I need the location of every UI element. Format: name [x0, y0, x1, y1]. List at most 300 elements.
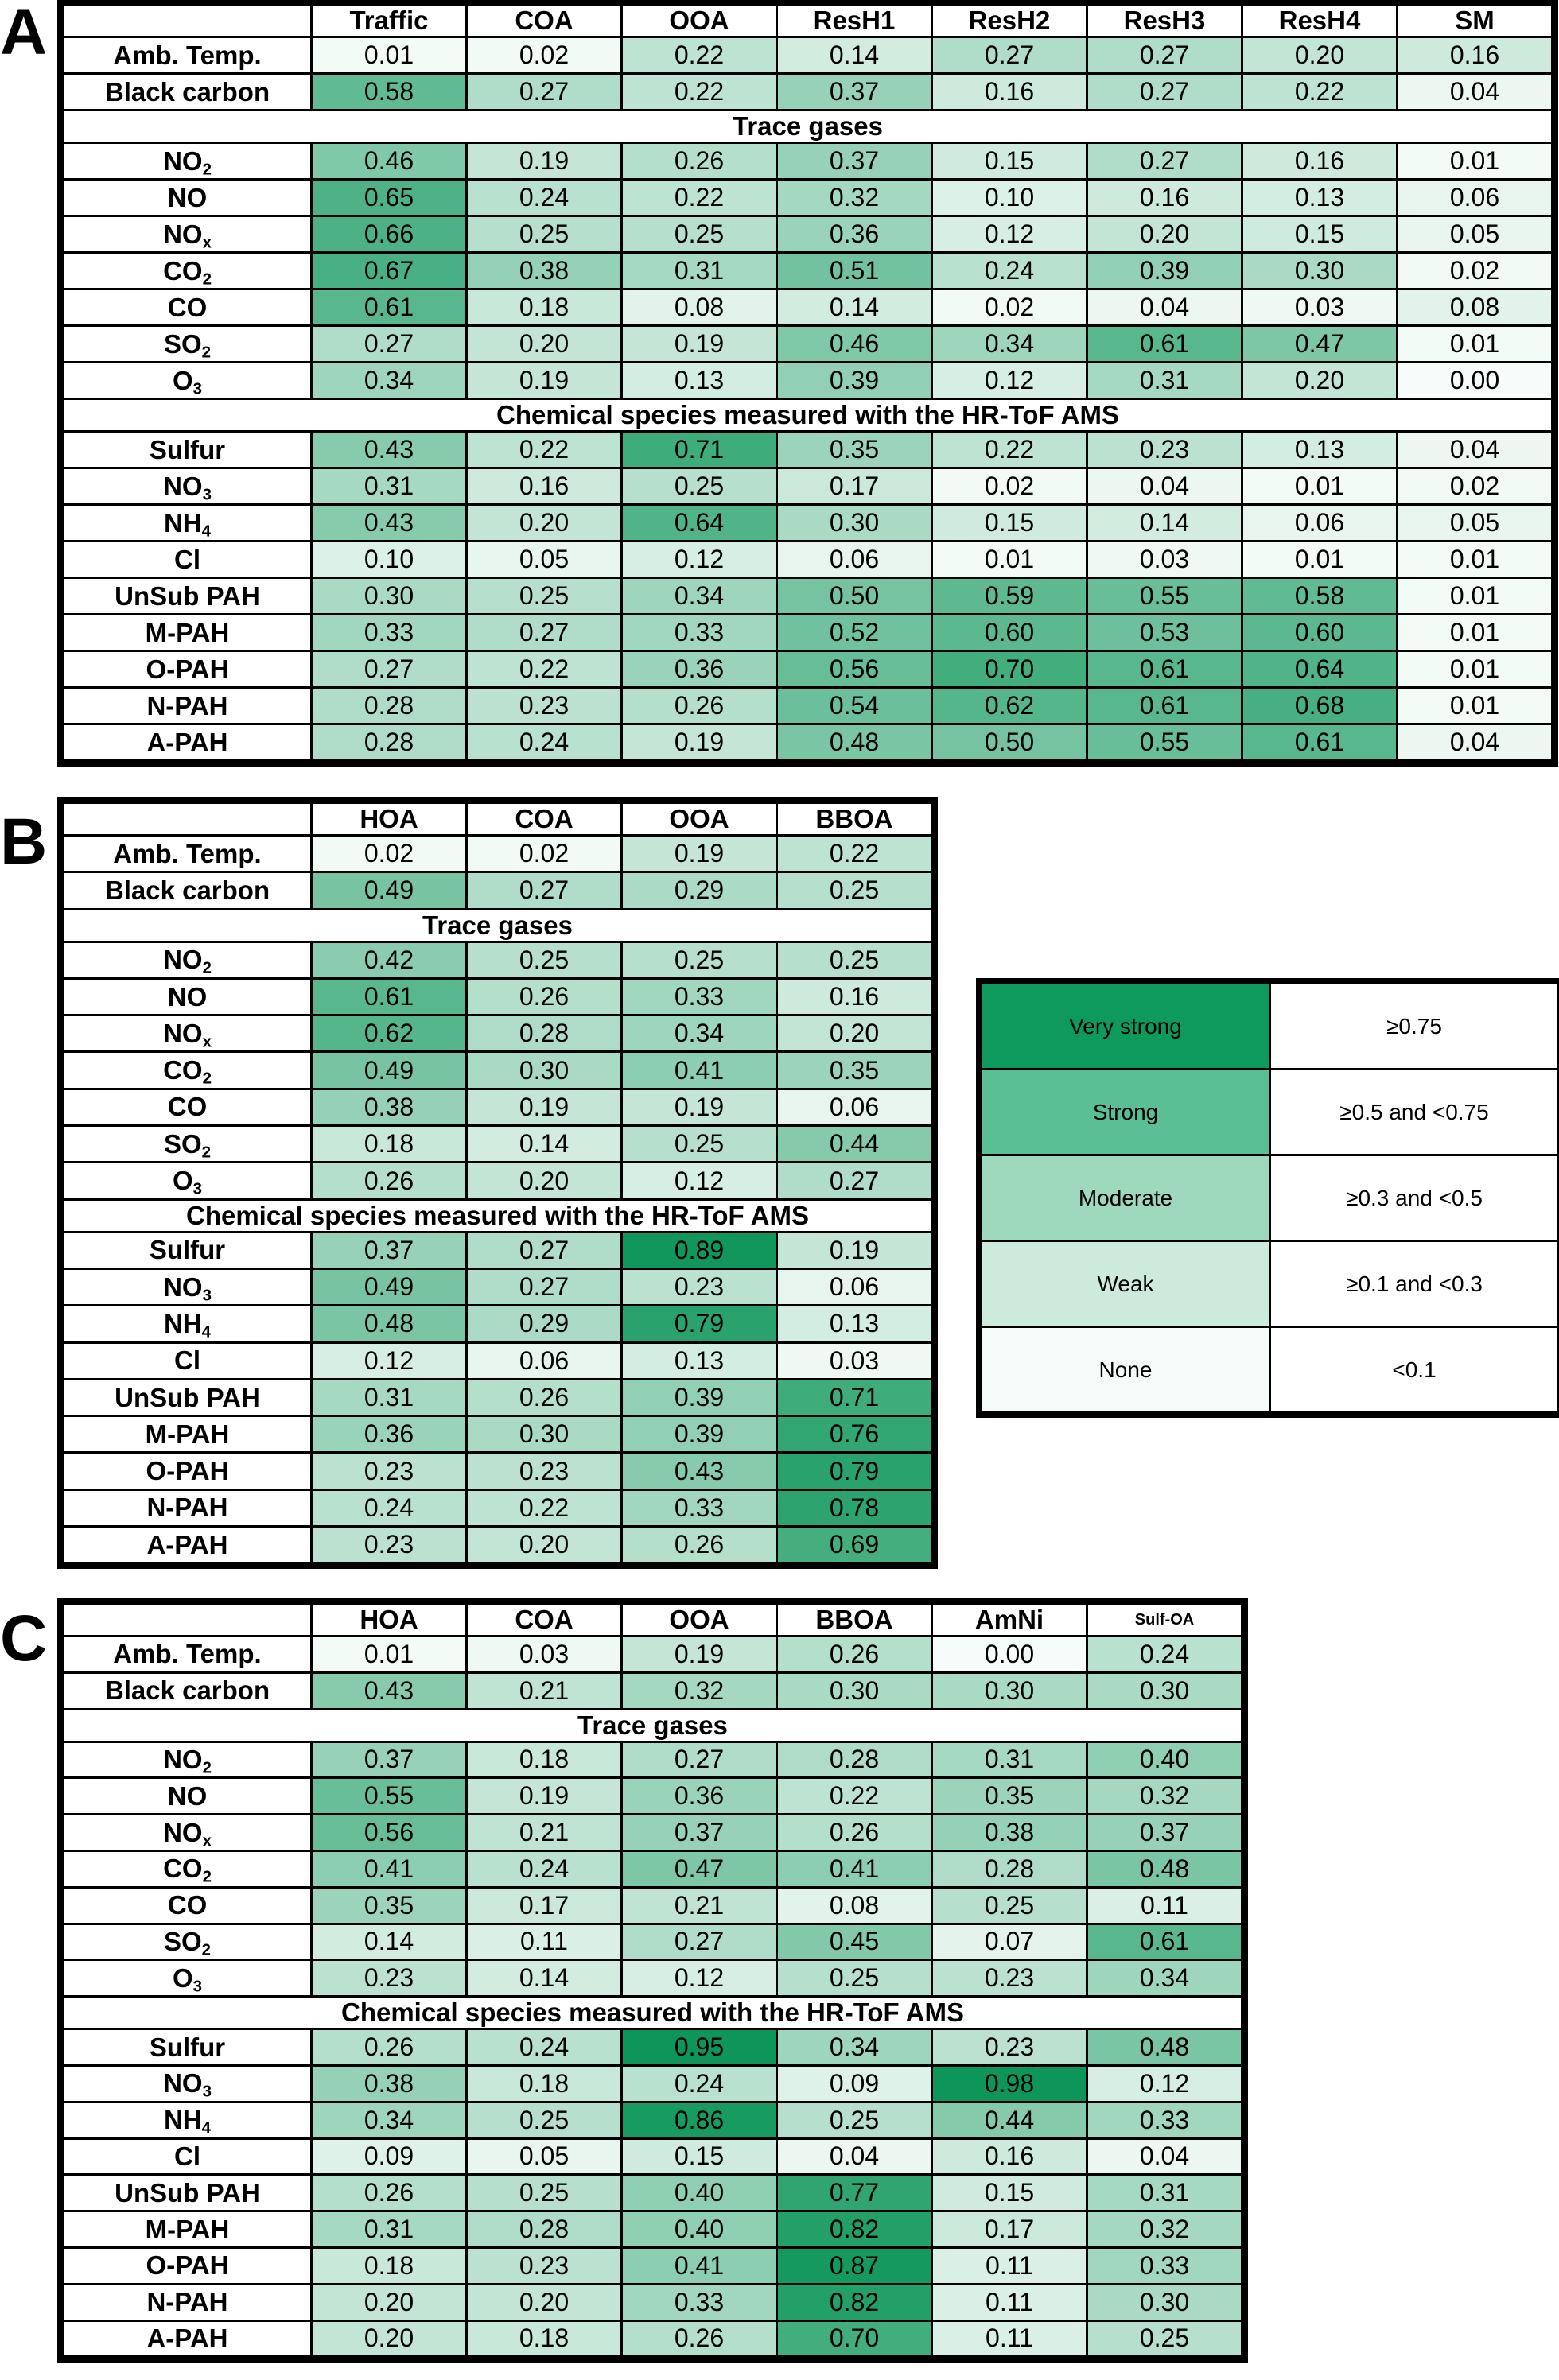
value-cell: 0.33 — [1087, 2102, 1242, 2138]
value-cell: 0.11 — [932, 2320, 1087, 2357]
value-cell: 0.24 — [1087, 1636, 1242, 1673]
table-row — [64, 1052, 932, 1089]
value-cell: 0.06 — [777, 1268, 932, 1305]
value-cell: 0.41 — [777, 1850, 932, 1887]
value-cell: 0.19 — [467, 1089, 622, 1125]
value-cell: 0.11 — [1087, 1887, 1242, 1924]
value-cell: 0.31 — [312, 1379, 467, 1415]
value-cell: 0.04 — [1398, 724, 1553, 761]
table-row — [64, 2138, 1242, 2175]
section-header: Trace gases — [64, 909, 932, 942]
column-header: COA — [467, 5, 622, 37]
value-cell: 0.26 — [467, 1379, 622, 1415]
value-cell: 0.25 — [467, 578, 622, 615]
value-cell: 0.26 — [622, 1527, 777, 1563]
value-cell: 0.01 — [1398, 615, 1553, 651]
value-cell: 0.50 — [932, 724, 1087, 761]
legend-row — [982, 1070, 1559, 1155]
value-cell: 0.61 — [1087, 651, 1242, 688]
value-cell: 0.20 — [1242, 363, 1398, 399]
value-cell: 0.33 — [622, 615, 777, 651]
value-cell: 0.37 — [312, 1232, 467, 1268]
value-cell: 0.71 — [777, 1379, 932, 1415]
value-cell: 0.59 — [932, 578, 1087, 615]
value-cell: 0.11 — [932, 2247, 1087, 2284]
value-cell: 0.31 — [312, 468, 467, 505]
column-header: COA — [467, 803, 622, 836]
value-cell: 0.27 — [777, 1163, 932, 1199]
value-cell: 0.16 — [1242, 143, 1398, 180]
value-cell: 0.43 — [312, 1672, 467, 1709]
value-cell: 0.23 — [312, 1453, 467, 1489]
row-label: $NO_x$ — [64, 1015, 312, 1052]
value-cell: 0.36 — [622, 1778, 777, 1815]
value-cell: 0.14 — [467, 1960, 622, 1997]
value-cell: 0.02 — [467, 836, 622, 872]
table-row — [64, 468, 1553, 505]
value-cell: 0.30 — [1087, 2284, 1242, 2320]
value-cell: 0.58 — [1242, 578, 1398, 615]
value-cell: 0.39 — [777, 363, 932, 399]
value-cell: 0.22 — [777, 1778, 932, 1815]
value-cell: 0.32 — [1087, 2211, 1242, 2248]
table-row — [64, 1453, 932, 1489]
value-cell: 0.23 — [467, 2247, 622, 2284]
row-label: NO — [64, 978, 312, 1015]
value-cell: 0.30 — [1242, 253, 1398, 289]
legend-row — [982, 1327, 1559, 1413]
value-cell: 0.20 — [777, 1015, 932, 1052]
legend-range: <0.1 — [1270, 1327, 1559, 1413]
row-label: $CO_2$ — [64, 253, 312, 289]
value-cell: 0.16 — [1398, 37, 1553, 74]
value-cell: 0.04 — [1398, 74, 1553, 111]
value-cell: 0.21 — [622, 1887, 777, 1924]
value-cell: 0.48 — [312, 1306, 467, 1342]
value-cell: 0.27 — [1087, 74, 1242, 111]
value-cell: 0.19 — [777, 1232, 932, 1268]
value-cell: 0.76 — [777, 1416, 932, 1453]
row-label: UnSub PAH — [64, 2175, 312, 2211]
value-cell: 0.01 — [312, 1636, 467, 1673]
value-cell: 0.04 — [1087, 2138, 1242, 2175]
value-cell: 0.20 — [467, 505, 622, 542]
row-label: UnSub PAH — [64, 578, 312, 615]
value-cell: 0.08 — [1398, 289, 1553, 326]
value-cell: 0.20 — [467, 326, 622, 363]
value-cell: 0.18 — [467, 2320, 622, 2357]
legend-swatch-label: Strong — [982, 1070, 1270, 1155]
row-label: $NO_2$ — [64, 942, 312, 978]
value-cell: 0.48 — [777, 724, 932, 761]
row-label: $NH_4$ — [64, 2102, 312, 2138]
table-row — [64, 2065, 1242, 2102]
value-cell: 0.68 — [1242, 688, 1398, 724]
value-cell: 0.16 — [1087, 180, 1242, 216]
value-cell: 0.20 — [312, 2284, 467, 2320]
row-label: Cl — [64, 2138, 312, 2175]
value-cell: 0.25 — [622, 216, 777, 253]
value-cell: 0.24 — [312, 1489, 467, 1526]
value-cell: 0.82 — [777, 2284, 932, 2320]
value-cell: 0.24 — [467, 724, 622, 761]
value-cell: 0.12 — [622, 1960, 777, 1997]
value-cell: 0.27 — [622, 1924, 777, 1960]
value-cell: 0.15 — [622, 2138, 777, 2175]
value-cell: 0.48 — [1087, 1850, 1242, 1887]
row-label: $NO_x$ — [64, 216, 312, 253]
value-cell: 0.79 — [622, 1306, 777, 1342]
value-cell: 0.19 — [622, 724, 777, 761]
row-label: N-PAH — [64, 1489, 312, 1526]
row-label: $O_3$ — [64, 1163, 312, 1199]
table-row — [64, 1306, 932, 1342]
value-cell: 0.16 — [932, 2138, 1087, 2175]
value-cell: 0.36 — [312, 1416, 467, 1453]
value-cell: 0.36 — [622, 651, 777, 688]
value-cell: 0.30 — [777, 1672, 932, 1709]
value-cell: 0.60 — [932, 615, 1087, 651]
value-cell: 0.12 — [622, 1163, 777, 1199]
value-cell: 0.04 — [777, 2138, 932, 2175]
value-cell: 0.02 — [932, 289, 1087, 326]
table-row — [64, 978, 932, 1015]
value-cell: 0.54 — [777, 688, 932, 724]
value-cell: 0.16 — [467, 468, 622, 505]
table-row — [64, 1089, 932, 1125]
value-cell: 0.23 — [1087, 432, 1242, 468]
row-label: Black carbon — [64, 872, 312, 909]
value-cell: 0.23 — [932, 2029, 1087, 2066]
table-row — [64, 505, 1553, 542]
value-cell: 0.55 — [1087, 724, 1242, 761]
table-row — [64, 542, 1553, 578]
value-cell: 0.67 — [312, 253, 467, 289]
value-cell: 0.31 — [1087, 2175, 1242, 2211]
value-cell: 0.05 — [1398, 505, 1553, 542]
legend-range: ≥0.5 and <0.75 — [1270, 1070, 1559, 1155]
table-row — [64, 836, 932, 872]
value-cell: 0.31 — [932, 1741, 1087, 1778]
column-header: Traffic — [312, 5, 467, 37]
value-cell: 0.01 — [1398, 651, 1553, 688]
value-cell: 0.12 — [622, 542, 777, 578]
value-cell: 0.28 — [467, 2211, 622, 2248]
value-cell: 0.14 — [777, 289, 932, 326]
column-header: OOA — [622, 803, 777, 836]
table-row — [64, 1489, 932, 1526]
table-row — [64, 942, 932, 978]
value-cell: 0.14 — [467, 1126, 622, 1163]
table-row — [64, 2247, 1242, 2284]
value-cell: 0.02 — [467, 37, 622, 74]
table-row — [64, 432, 1553, 468]
table-row — [64, 363, 1553, 399]
section-header: Chemical species measured with the HR-ToF AMS — [64, 1199, 932, 1232]
value-cell: 0.21 — [467, 1672, 622, 1709]
value-cell: 0.12 — [1087, 2065, 1242, 2102]
value-cell: 0.19 — [622, 836, 777, 872]
value-cell: 0.27 — [932, 37, 1087, 74]
legend-range: ≥0.75 — [1270, 984, 1559, 1070]
table-row — [64, 2175, 1242, 2211]
section-header: Chemical species measured with the HR-ToF AMS — [64, 1997, 1242, 2029]
value-cell: 0.38 — [467, 253, 622, 289]
value-cell: 0.24 — [622, 2065, 777, 2102]
value-cell: 0.39 — [1087, 253, 1242, 289]
value-cell: 0.25 — [622, 1126, 777, 1163]
value-cell: 0.47 — [622, 1850, 777, 1887]
value-cell: 0.44 — [932, 2102, 1087, 2138]
value-cell: 0.06 — [1242, 505, 1398, 542]
row-label: Amb. Temp. — [64, 1636, 312, 1673]
table-row — [64, 1015, 932, 1052]
value-cell: 0.26 — [777, 1636, 932, 1673]
section-header: Trace gases — [64, 111, 1553, 143]
column-header: COA — [467, 1604, 622, 1636]
row-label: NO — [64, 1778, 312, 1815]
value-cell: 0.40 — [622, 2211, 777, 2248]
value-cell: 0.05 — [1398, 216, 1553, 253]
value-cell: 0.10 — [312, 542, 467, 578]
value-cell: 0.35 — [312, 1887, 467, 1924]
table-row — [64, 688, 1553, 724]
row-label: A-PAH — [64, 724, 312, 761]
table-row — [64, 1815, 1242, 1851]
row-label: Black carbon — [64, 74, 312, 111]
row-label: $O_3$ — [64, 1960, 312, 1997]
legend-swatch-label: Very strong — [982, 984, 1270, 1070]
row-label: $NO_3$ — [64, 1268, 312, 1305]
table-row — [64, 872, 932, 909]
table-row — [64, 289, 1553, 326]
value-cell: 0.27 — [467, 615, 622, 651]
value-cell: 0.30 — [777, 505, 932, 542]
value-cell: 0.20 — [467, 2284, 622, 2320]
value-cell: 0.23 — [622, 1268, 777, 1305]
table-row — [64, 2102, 1242, 2138]
table-row — [64, 1416, 932, 1453]
value-cell: 0.06 — [777, 1089, 932, 1125]
row-label: CO — [64, 289, 312, 326]
value-cell: 0.30 — [1087, 1672, 1242, 1709]
row-label: A-PAH — [64, 1527, 312, 1563]
value-cell: 0.03 — [1242, 289, 1398, 326]
value-cell: 0.66 — [312, 216, 467, 253]
value-cell: 0.17 — [777, 468, 932, 505]
value-cell: 0.12 — [312, 1342, 467, 1379]
value-cell: 0.38 — [312, 1089, 467, 1125]
value-cell: 0.34 — [932, 326, 1087, 363]
table-row — [64, 1924, 1242, 1960]
value-cell: 0.41 — [622, 2247, 777, 2284]
value-cell: 0.10 — [932, 180, 1087, 216]
value-cell: 0.01 — [1398, 542, 1553, 578]
value-cell: 0.25 — [777, 872, 932, 909]
value-cell: 0.27 — [622, 1741, 777, 1778]
value-cell: 0.34 — [312, 363, 467, 399]
legend-swatch-label: Weak — [982, 1241, 1270, 1327]
value-cell: 0.02 — [932, 468, 1087, 505]
value-cell: 0.04 — [1087, 468, 1242, 505]
row-label: M-PAH — [64, 1416, 312, 1453]
value-cell: 0.07 — [932, 1924, 1087, 1960]
value-cell: 0.05 — [467, 542, 622, 578]
table-row — [64, 1672, 1242, 1709]
legend-row — [982, 1241, 1559, 1327]
value-cell: 0.78 — [777, 1489, 932, 1526]
value-cell: 0.23 — [312, 1527, 467, 1563]
value-cell: 0.05 — [467, 2138, 622, 2175]
value-cell: 0.86 — [622, 2102, 777, 2138]
value-cell: 0.95 — [622, 2029, 777, 2066]
column-header: BBOA — [777, 803, 932, 836]
value-cell: 0.13 — [622, 1342, 777, 1379]
value-cell: 0.47 — [1242, 326, 1398, 363]
correlation-table-b — [62, 802, 933, 1564]
row-label: CO — [64, 1089, 312, 1125]
value-cell: 0.43 — [312, 505, 467, 542]
value-cell: 0.03 — [777, 1342, 932, 1379]
value-cell: 0.22 — [777, 836, 932, 872]
value-cell: 0.13 — [1242, 432, 1398, 468]
value-cell: 0.15 — [932, 505, 1087, 542]
value-cell: 0.39 — [622, 1379, 777, 1415]
value-cell: 0.24 — [467, 1850, 622, 1887]
value-cell: 0.15 — [932, 143, 1087, 180]
value-cell: 0.62 — [932, 688, 1087, 724]
value-cell: 0.19 — [467, 363, 622, 399]
value-cell: 0.64 — [622, 505, 777, 542]
value-cell: 0.01 — [1242, 542, 1398, 578]
value-cell: 0.58 — [312, 74, 467, 111]
table-row — [64, 1636, 1242, 1673]
row-label: N-PAH — [64, 688, 312, 724]
value-cell: 0.33 — [622, 2284, 777, 2320]
row-label: UnSub PAH — [64, 1379, 312, 1415]
value-cell: 0.22 — [932, 432, 1087, 468]
value-cell: 0.56 — [312, 1815, 467, 1851]
value-cell: 0.38 — [312, 2065, 467, 2102]
value-cell: 0.29 — [622, 872, 777, 909]
value-cell: 0.37 — [777, 143, 932, 180]
table-row — [64, 578, 1553, 615]
value-cell: 0.35 — [777, 1052, 932, 1089]
value-cell: 0.62 — [312, 1015, 467, 1052]
value-cell: 0.39 — [622, 1416, 777, 1453]
value-cell: 0.42 — [312, 942, 467, 978]
value-cell: 0.18 — [467, 289, 622, 326]
value-cell: 0.12 — [932, 216, 1087, 253]
value-cell: 0.02 — [1398, 468, 1553, 505]
column-header: BBOA — [777, 1604, 932, 1636]
value-cell: 0.34 — [312, 2102, 467, 2138]
value-cell: 0.87 — [777, 2247, 932, 2284]
value-cell: 0.30 — [467, 1416, 622, 1453]
column-header: AmNi — [932, 1604, 1087, 1636]
value-cell: 0.09 — [312, 2138, 467, 2175]
header-corner — [64, 803, 312, 836]
value-cell: 0.61 — [1087, 326, 1242, 363]
column-header: Sulf-OA — [1087, 1604, 1242, 1636]
value-cell: 0.30 — [312, 578, 467, 615]
table-row — [64, 1126, 932, 1163]
row-label: $SO_2$ — [64, 326, 312, 363]
value-cell: 0.34 — [622, 1015, 777, 1052]
value-cell: 0.23 — [467, 1453, 622, 1489]
row-label: $NO_x$ — [64, 1815, 312, 1851]
table-row — [64, 253, 1553, 289]
table-row — [64, 143, 1553, 180]
value-cell: 0.08 — [622, 289, 777, 326]
value-cell: 0.03 — [1087, 542, 1242, 578]
value-cell: 0.69 — [777, 1527, 932, 1563]
table-row — [64, 2211, 1242, 2248]
value-cell: 0.17 — [932, 2211, 1087, 2248]
value-cell: 0.20 — [312, 2320, 467, 2357]
value-cell: 0.09 — [777, 2065, 932, 2102]
value-cell: 0.02 — [312, 836, 467, 872]
row-label: $SO_2$ — [64, 1126, 312, 1163]
legend-row — [982, 984, 1559, 1070]
row-label: $CO_2$ — [64, 1850, 312, 1887]
value-cell: 0.01 — [932, 542, 1087, 578]
value-cell: 0.01 — [1398, 143, 1553, 180]
row-label: Black carbon — [64, 1672, 312, 1709]
value-cell: 0.33 — [622, 978, 777, 1015]
value-cell: 0.38 — [932, 1815, 1087, 1851]
value-cell: 0.32 — [1087, 1778, 1242, 1815]
value-cell: 0.49 — [312, 1268, 467, 1305]
value-cell: 0.25 — [622, 468, 777, 505]
value-cell: 0.50 — [777, 578, 932, 615]
table-row — [64, 180, 1553, 216]
value-cell: 0.98 — [932, 2065, 1087, 2102]
value-cell: 0.22 — [622, 74, 777, 111]
value-cell: 0.25 — [467, 942, 622, 978]
value-cell: 0.61 — [1087, 688, 1242, 724]
value-cell: 0.23 — [467, 688, 622, 724]
value-cell: 0.14 — [1087, 505, 1242, 542]
value-cell: 0.12 — [932, 363, 1087, 399]
value-cell: 0.13 — [777, 1306, 932, 1342]
value-cell: 0.11 — [467, 1924, 622, 1960]
row-label: $NO_3$ — [64, 468, 312, 505]
value-cell: 0.28 — [312, 724, 467, 761]
value-cell: 0.89 — [622, 1232, 777, 1268]
value-cell: 0.34 — [1087, 1960, 1242, 1997]
row-label: $SO_2$ — [64, 1924, 312, 1960]
value-cell: 0.37 — [622, 1815, 777, 1851]
value-cell: 0.16 — [777, 978, 932, 1015]
table-row — [64, 37, 1553, 74]
row-label: $CO_2$ — [64, 1052, 312, 1089]
value-cell: 0.56 — [777, 651, 932, 688]
value-cell: 0.27 — [467, 1268, 622, 1305]
value-cell: 0.04 — [1398, 432, 1553, 468]
row-label: $NH_4$ — [64, 1306, 312, 1342]
value-cell: 0.19 — [467, 143, 622, 180]
row-label: NO — [64, 180, 312, 216]
value-cell: 0.46 — [777, 326, 932, 363]
value-cell: 0.15 — [1242, 216, 1398, 253]
value-cell: 0.18 — [312, 1126, 467, 1163]
value-cell: 0.18 — [467, 1741, 622, 1778]
value-cell: 0.20 — [1242, 37, 1398, 74]
value-cell: 0.26 — [777, 1815, 932, 1851]
row-label: Sulfur — [64, 432, 312, 468]
legend-swatch-label: None — [982, 1327, 1270, 1413]
